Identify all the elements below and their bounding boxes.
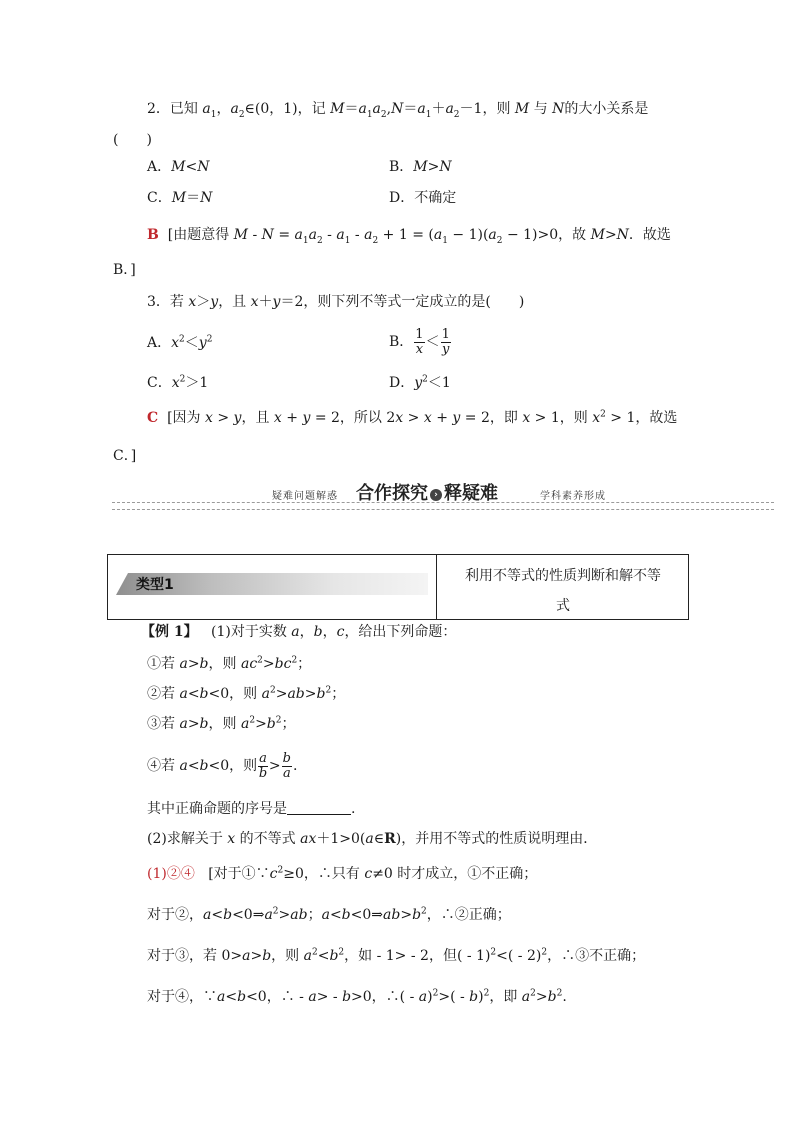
q2-paren: ( ) <box>113 132 152 148</box>
q3-explanation: C [因为 x > y，且 x + y = 2，所以 2x > x + y = 2，即 x > 1，则 $x^2 > 1$，故选 <box>147 409 678 426</box>
answer-blank[interactable] <box>287 800 351 815</box>
q2-option-d: D．不确定 <box>389 190 457 206</box>
ex1-question: 其中正确命题的序号是 . <box>147 801 356 817</box>
q3-stem: 3．若 x＞y，且 x＋y＝2，则下列不等式一定成立的是( ) <box>147 294 525 310</box>
type-tag: 类型1 <box>116 573 428 595</box>
banner-left-label: 疑难问题解惑 <box>272 491 338 502</box>
q2-option-a: A．M<N <box>147 159 210 175</box>
q3-option-a: A．$x^2<y^2$ <box>147 334 213 351</box>
type-box <box>107 554 689 620</box>
ex1-part-2: (2)求解关于 x 的不等式 ax＋1>0(a∈R)，并用不等式的性质说明理由． <box>147 831 598 847</box>
q3-option-d: D．$y^2<1$ <box>389 374 451 391</box>
ex1-solution-4: 对于④，∵a<b<0，∴ - a> - b>0，∴( - a)$^2$>( - b)$^2$，即 $a^2>b^2$. <box>147 988 567 1005</box>
q2-explanation-tail: B．] <box>113 262 136 278</box>
ex1-item-3: ③若 a>b，则 $a^2>b^2$； <box>147 715 296 732</box>
arrow-right-icon: › <box>430 489 442 501</box>
ex1-solution-2: 对于②，$a<b<0\Rightarrow a^2>ab$；$a<b<0\Rightarrow ab>b^2$，∴②正确； <box>147 906 511 923</box>
banner-right-label: 学科素养形成 <box>540 491 606 502</box>
ex1-item-2: ②若 a<b<0，则 $a^2>ab>b^2$； <box>147 685 346 702</box>
ex1-intro: 【例 1】 (1)对于实数 a，b，c，给出下列命题： <box>141 624 457 640</box>
q2-explanation: B [由题意得 $M - N = a_1a_2 - a_1 - a_2 + 1 = (a_1 - 1)(a_2 - 1)>0$，故 M>N．故选 <box>147 227 671 246</box>
ex1-item-1: ①若 a>b，则 $ac^2>bc^2$； <box>147 655 312 672</box>
q3-option-b: B． $\frac{1}{x}$ ＜ $\frac{1}{y}$ <box>389 326 450 357</box>
banner-title: 合作探究 › 释疑难 <box>356 483 498 504</box>
q2-stem: 2．已知 $a_1$，$a_2\in(0$，1)，记 $M=a_1a_2,N=a_1+a_2-1$，则 M 与 N的大小关系是 <box>147 101 649 120</box>
tag-corner-shape <box>116 573 128 595</box>
ex1-item-4: ④若 a<b<0，则 $\frac{a}{b}$ > $\frac{b}{a}$ . <box>147 750 298 781</box>
ex1-solution-1: (1)②④ [对于$①\because c^2\ge 0$，∴只有 c≠0 时才成立，①不正确； <box>147 865 538 882</box>
q2-option-c: C．M＝N <box>147 190 213 206</box>
section-divider <box>112 502 774 510</box>
type-box-title: 利用不等式的性质判断和解不等 式 <box>465 568 661 614</box>
ex1-solution-3: 对于③，若 0>a>b，则 $a^2<b^2$，如 - 1> - 2，但( - 1)$^2$<( - 2)$^2$，∴③不正确； <box>147 947 646 964</box>
q2-answer: B <box>147 227 159 243</box>
q3-explanation-tail: C．] <box>113 448 137 464</box>
q2-option-b: B．M>N <box>389 159 452 175</box>
type-box-left <box>108 555 437 619</box>
q3-answer: C <box>147 410 159 426</box>
ex1-answer: (1)②④ <box>147 866 195 882</box>
q3-option-c: C．$x^2>1$ <box>147 374 209 391</box>
